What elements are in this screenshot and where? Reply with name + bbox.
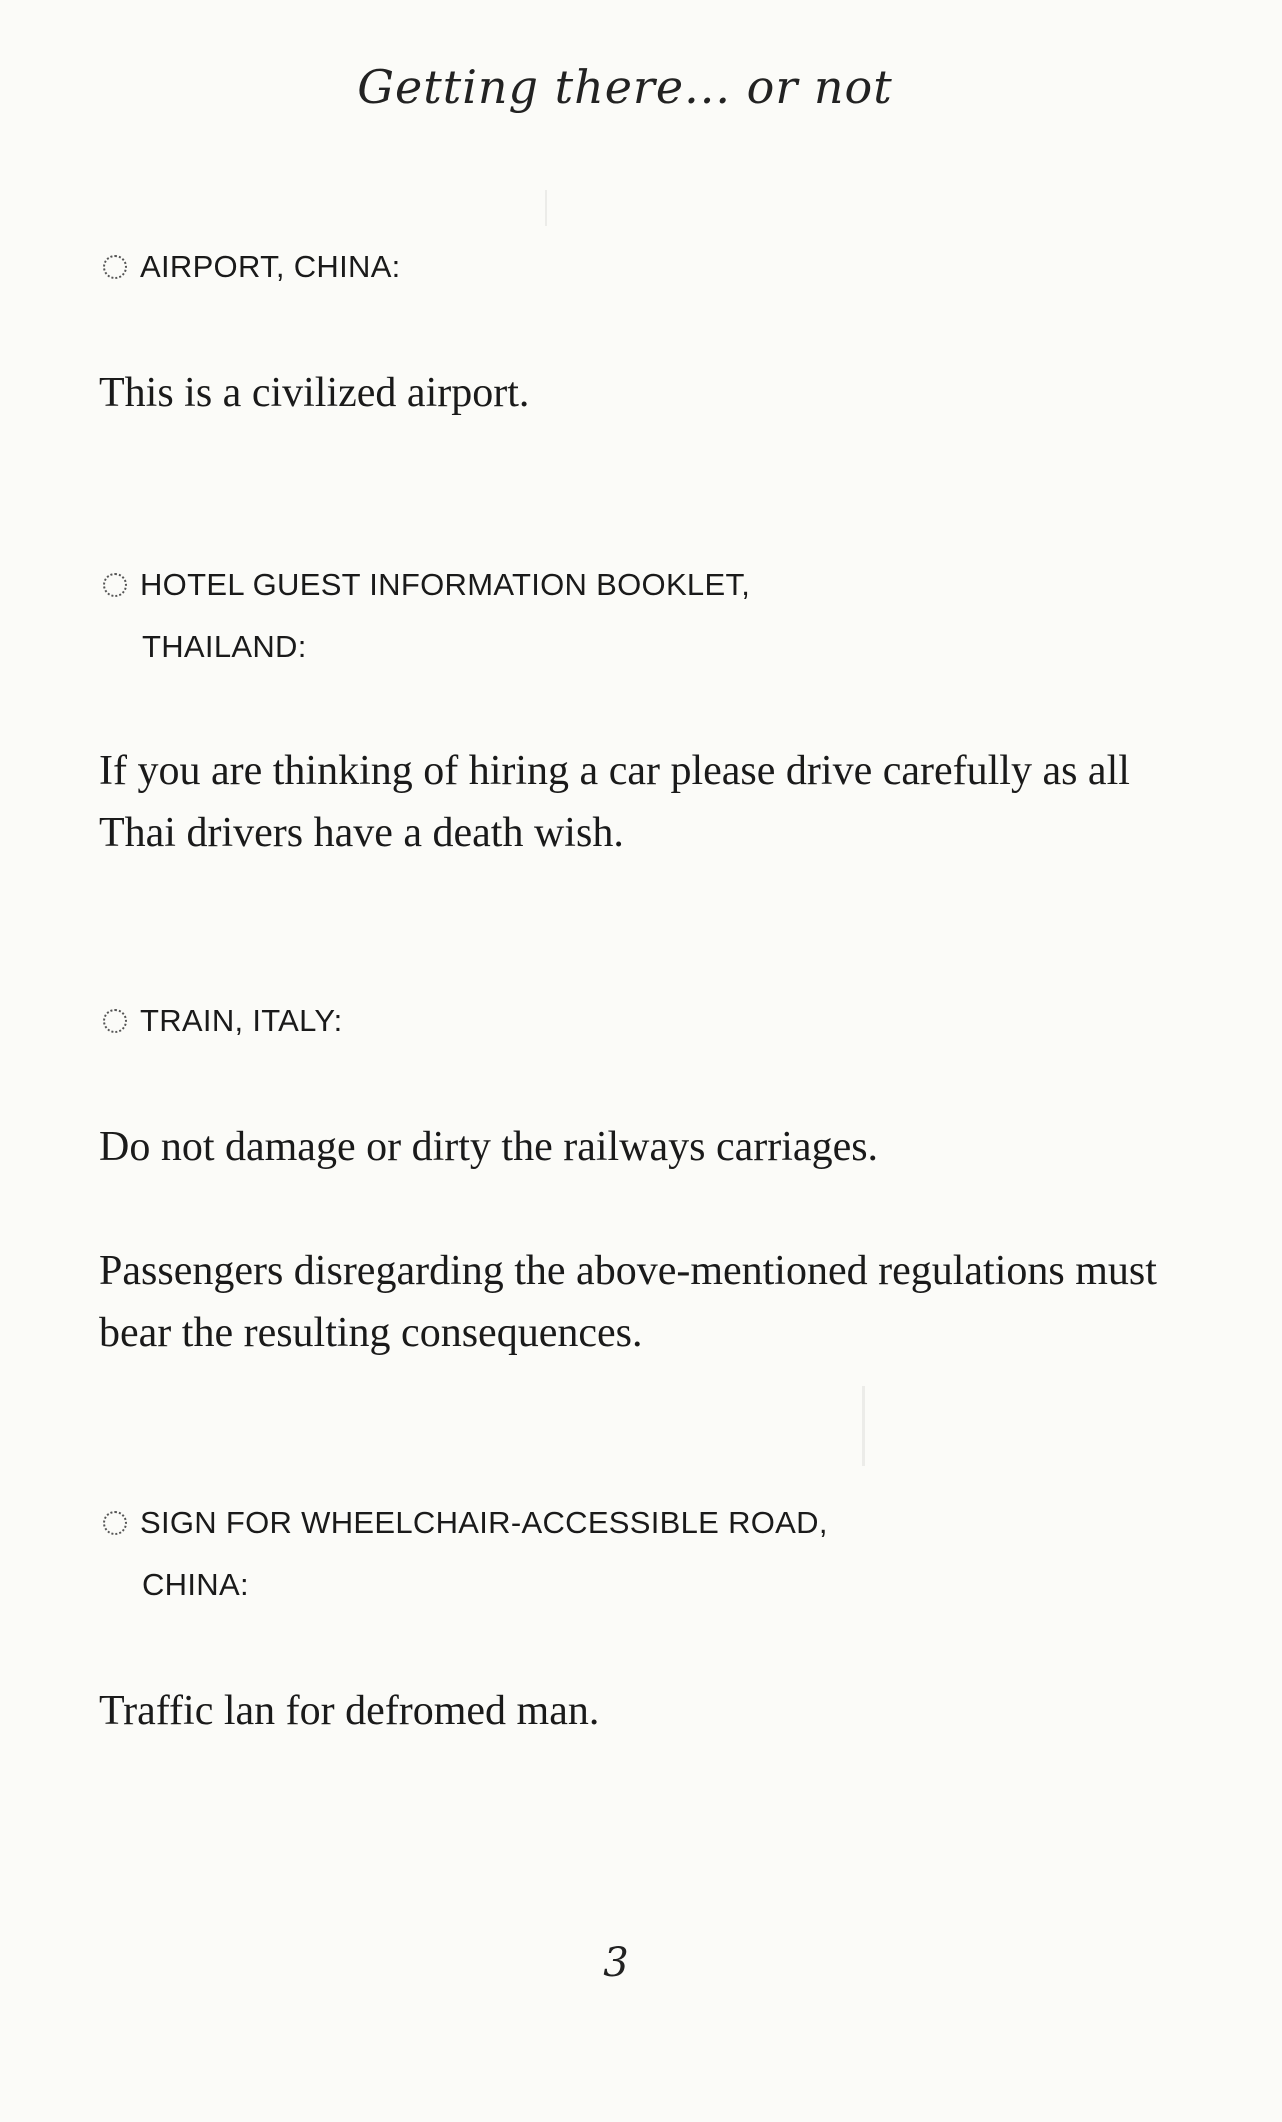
scan-mark [545,190,547,226]
entry-heading-text: AIRPORT, CHINA: [140,249,401,284]
entry-heading-hotel-thailand [103,554,750,678]
entry-text-train-italy-2: Passengers disregarding the above-mentioned regulations must bear the resulting consequences. [99,1248,1157,1356]
entry-text-airport-china: This is a civilized airport. [99,370,530,416]
dotted-circle-icon [103,1511,127,1535]
entry-text-hotel-thailand: If you are thinking of hiring a car please drive carefully as all Thai drivers have a death wish. [99,748,1130,856]
entry-heading-text: TRAIN, ITALY: [140,1003,343,1038]
entry-text-wheelchair-road-china: Traffic lan for defromed man. [99,1688,600,1734]
entry-heading-text-line2: CHINA: [142,1567,249,1602]
entry-heading-wheelchair-road-china [103,1492,828,1616]
dotted-circle-icon [103,1009,127,1033]
scan-mark [862,1386,865,1466]
running-head: Getting there... or not [357,60,893,114]
entry-heading-text: SIGN FOR WHEELCHAIR-ACCESSIBLE ROAD, [140,1505,828,1540]
entry-text-train-italy-1: Do not damage or dirty the railways carriages. [99,1124,879,1170]
entry-heading-text-line2: THAILAND: [142,629,307,664]
page-number: 3 [603,1940,629,1986]
entry-heading-airport-china [103,236,401,298]
dotted-circle-icon [103,573,127,597]
dotted-circle-icon [103,255,127,279]
entry-heading-text: HOTEL GUEST INFORMATION BOOKLET, [140,567,751,602]
entry-heading-train-italy [103,990,343,1052]
